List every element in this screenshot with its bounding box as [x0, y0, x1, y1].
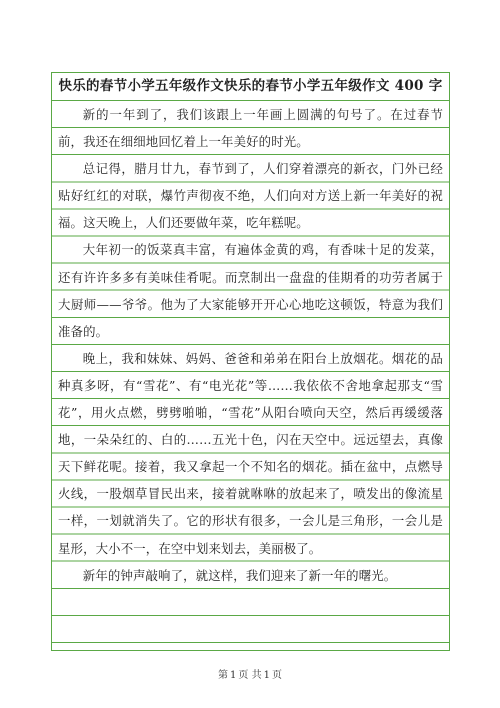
footer-label-page: 第 — [218, 670, 229, 681]
footer-total-pages: 1 — [263, 670, 270, 681]
paragraph-2: 总记得，腊月廿九，春节到了，人们穿着漂亮的新衣，门外已经贴好红红的对联，爆竹声彻夜不绝，人们向对方送上新一年美好的祝福。这天晚上，人们还要做年菜，吃年糕呢。 — [58, 161, 443, 231]
footer-label-end: 页 — [271, 670, 282, 681]
essay-body — [52, 101, 449, 650]
paragraph-5: 新年的钟声敲响了，就这样，我们迎来了新一年的曙光。 — [82, 567, 397, 583]
footer-current-page: 1 — [230, 670, 237, 681]
footer-label-of: 页 共 — [238, 670, 262, 681]
essay-title: 快乐的春节小学五年级作文快乐的春节小学五年级作文 400 字 — [52, 73, 449, 101]
paragraph-4: 晚上，我和妹妹、妈妈、爸爸和弟弟在阳台上放烟花。烟花的品种真多呀，有“雪花”、有“电光花”等……我依依不舍地拿起那支“雪花”，用火点燃，劈劈啪啪，“雪花”从阳台喷向天空，然后再缓缓落地，一朵朵红的、白的……五光十色，闪在天空中。远远望去，真像天下鲜花呢。接着，我又拿起一个不知名的烟花。插在盆中，点燃导火线，一股烟草冒民出来，接着就咻咻的放起来了，喷发出的像流星一样，一划就消失了。它的形状有很多，一会儿是三角形，一会儿是星形，大小不一，在空中划来划去，美丽极了。 — [58, 350, 443, 556]
page-footer — [0, 666, 500, 681]
paragraph-3: 大年初一的饭菜真丰富，有遍体金黄的鸡，有香味十足的发菜，还有许许多多有美味佳肴呢。而烹制出一盘盘的佳期肴的功劳者属于大厨师——爷爷。他为了大家能够开开心心地吃这顿饭，特意为我们准备的。 — [58, 242, 443, 339]
essay-sheet — [51, 72, 450, 651]
paragraph-1: 新的一年到了，我们该跟上一年画上圆满的句号了。在过春节前，我还在细细地回忆着上一年美好的时光。 — [58, 107, 443, 150]
